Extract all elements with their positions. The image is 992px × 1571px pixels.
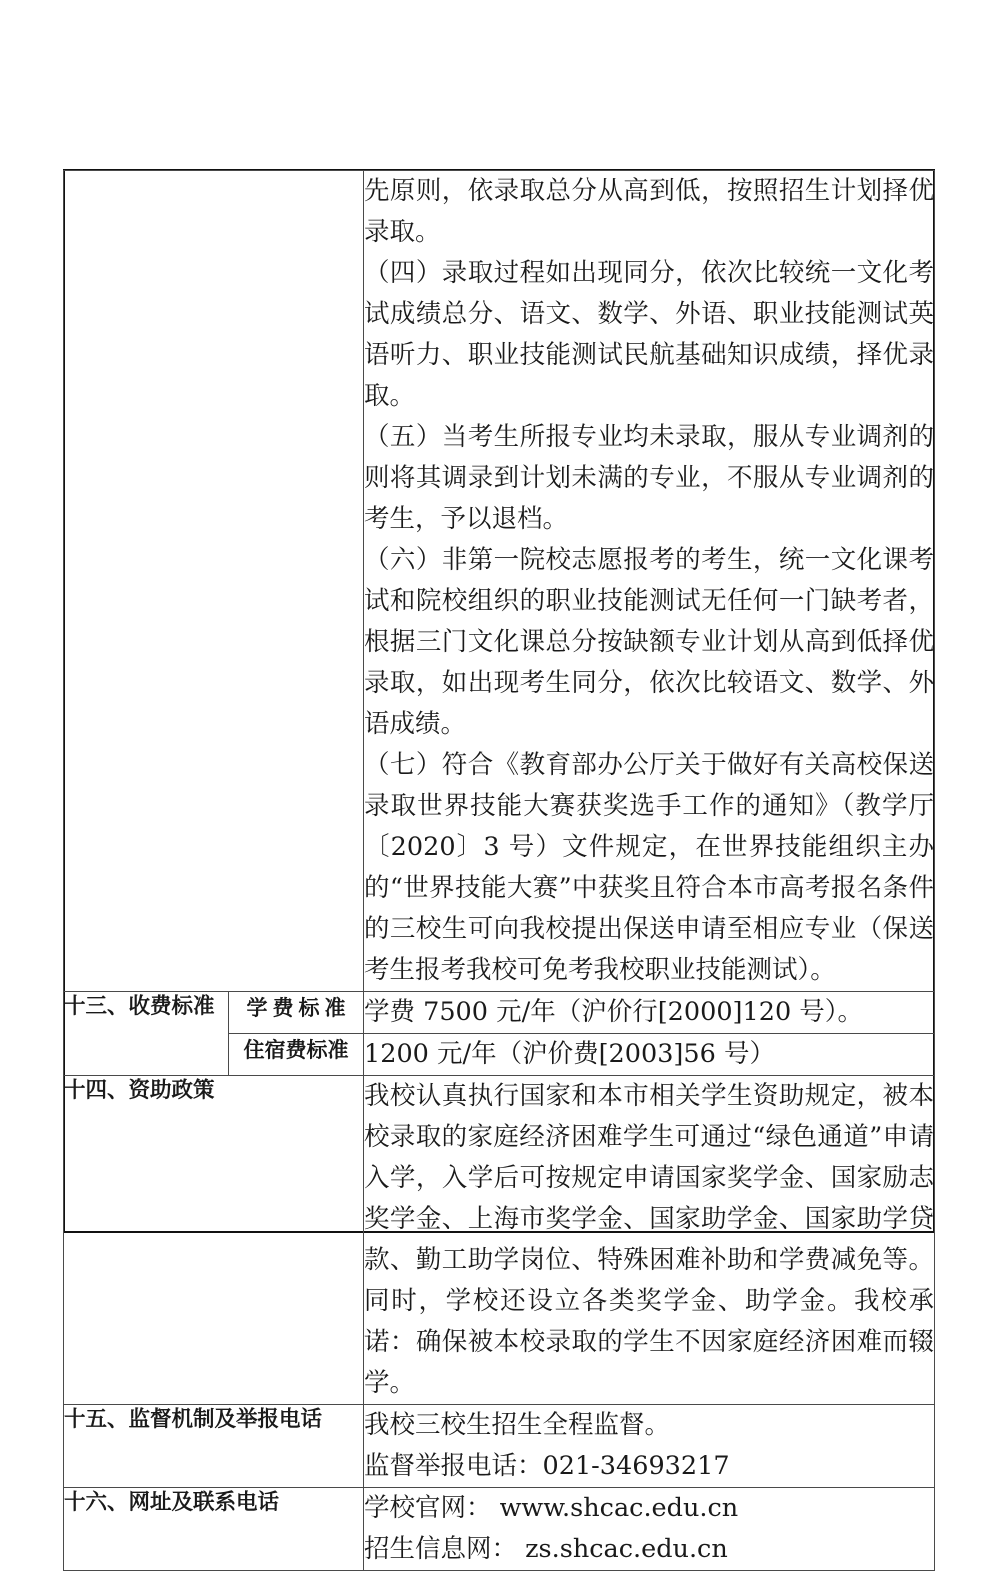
row-label-admission-rules-continued: [64, 171, 364, 992]
supervision-statement: 我校三校生招生全程监督。: [364, 1410, 671, 1440]
sublabel-accommodation-standard: 住宿费标准: [229, 1034, 364, 1076]
paragraph: （七）符合《教育部办公厅关于做好有关高校保送录取世界技能大赛获奖选手工作的通知》（教学厅〔2020〕3 号）文件规定，在世界技能组织主办的“世界技能大赛”中获奖且符合本市高考报名条件的三校生可向我校提出保送申请至相应专业（保送考生报考我校可免考我校职业技能测试）。: [364, 750, 934, 985]
official-website-line: 学校官网： www.shcac.edu.cn: [364, 1493, 739, 1523]
report-phone-line: 监督举报电话：021-34693217: [364, 1451, 730, 1481]
admissions-website-line: 招生信息网： zs.shcac.edu.cn: [364, 1534, 728, 1564]
paragraph: （五）当考生所报专业均未录取，服从专业调剂的则将其调录到计划未满的专业，不服从专业调剂的考生，予以退档。: [364, 422, 934, 534]
table-row: [64, 1076, 935, 1405]
table-row: [64, 992, 935, 1034]
paragraph: 我校认真执行国家和本市相关学生资助规定，被本校录取的家庭经济困难学生可通过“绿色通道”申请入学，入学后可按规定申请国家奖学金、国家励志奖学金、上海市奖学金、国家助学金、国家助学贷款、勤工助学岗位、特殊困难补助和学费减免等。同时，学校还设立各类奖学金、助学金。我校承诺：确保被本校录取的学生不因家庭经济困难而辍学。: [364, 1081, 934, 1398]
row-label-financial-aid-policy: 十四、资助政策: [64, 1076, 364, 1405]
admissions-info-table: [63, 170, 935, 1571]
row-label-website-contact: 十六、网址及联系电话: [64, 1488, 364, 1571]
row-body-supervision: [364, 1405, 935, 1488]
paragraph: （六）非第一院校志愿报考的考生，统一文化课考试和院校组织的职业技能测试无任何一门缺考者，根据三门文化课总分按缺额专业计划从高到低择优录取，如出现考生同分，依次比较语文、数学、外语成绩。: [364, 545, 934, 739]
paragraph: （四）录取过程如出现同分，依次比较统一文化考试成绩总分、语文、数学、外语、职业技能测试英语听力、职业技能测试民航基础知识成绩，择优录取。: [364, 258, 934, 411]
row-body-accommodation-standard: 1200 元/年（沪价费[2003]56 号）: [364, 1034, 935, 1076]
table-row: [64, 1405, 935, 1488]
sublabel-tuition-standard: 学费标准: [229, 992, 364, 1034]
row-body-financial-aid-policy: [364, 1076, 935, 1405]
table-row: [64, 171, 935, 992]
row-label-supervision: 十五、监督机制及举报电话: [64, 1405, 364, 1488]
row-label-fee-standards: 十三、收费标准: [64, 992, 229, 1076]
row-body-website-contact: [364, 1488, 935, 1571]
table-row: [64, 1488, 935, 1571]
row-body-admission-rules-continued: [364, 171, 935, 992]
paragraph: 先原则，依录取总分从高到低，按照招生计划择优录取。: [364, 176, 934, 247]
row-body-tuition-standard: 学费 7500 元/年（沪价行[2000]120 号）。: [364, 992, 935, 1034]
